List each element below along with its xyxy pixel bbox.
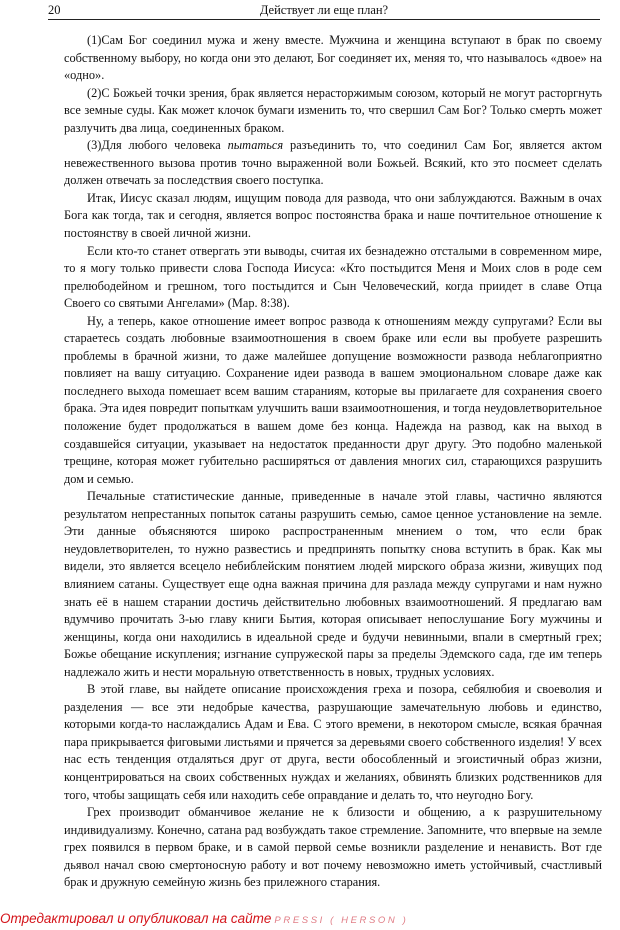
paragraph-2: (2)С Божьей точки зрения, брак является нерасторжимым союзом, который не могут расторгнуть все земные суды. Как может клочок бумаги изменить то, что свершил Сам Бог? Только смерть может разлучить два лица, соединенных браком. [64, 85, 602, 135]
publisher-credit [0, 910, 408, 928]
running-title: Действует ли еще план? [259, 3, 389, 17]
paragraph-6: Ну, а теперь, какое отношение имеет вопрос развода к отношениям между супругами? Если вы стараетесь создать любовные взаимоотношения в своем браке или если вы пробуете разрешить проблемы в брачной жизни, то даже малейшее допущение возможности развода неблагоприятно повлияет на вашу ситуацию. Сохранение идеи развода в вашем эмоциональном словаре даже как последнего выхода помешает всем вашим стараниям, которые вы прилагаете для сохранения своего брака. Эта идея повредит попыткам улучшить ваши взаимоотношения, и тогда неудовлетворительное положение будет продолжаться в вашем доме без конца. Надежда на развод, как на выход в создавшейся ситуации, указывает на недостаток преданности друг другу. Это подобно маленькой трещине, которая может губительно расширяться от давления многих сил, старающихся разрушить дом и семью. [64, 313, 602, 486]
paragraph-8: В этой главе, вы найдете описание происхождения греха и позора, себялюбия и своеволия и разделения — все эти недобрые качества, разрушающие замечательную любовь и единство, которыми когда-то наслаждались Адам и Ева. С этого времени, в некотором смысле, всякая брачная пара прикрывается фиговыми листьями и прячется за деревьями своего собственного изделия! У всех нас есть тенденция отдаляться друг от друга, вести обособленный и эгоистичный образ жизни, концентрироваться на своих собственных нуждах и желаниях, обвинять близких родственников для того, чтобы защищать себя или находить себе оправдание и делать то, что неугодно Богу. [64, 682, 602, 802]
paragraph-3 [64, 137, 602, 190]
header-divider [48, 19, 600, 20]
paragraph-3-lead: (3)Для любого человека [87, 138, 228, 153]
page-header [48, 2, 600, 18]
paragraph-1: (1)Сам Бог соединил мужа и жену вместе. Мужчина и женщина вступают в брак по своему собственному выбору, но когда они это делают, Бог соединяет их, меняя то, что называлось «двое» на «одно». [64, 33, 602, 83]
paragraph-3-emphasis: пытаться [227, 138, 284, 153]
chapter-body [64, 32, 602, 892]
paragraph-5: Если кто-то станет отвергать эти выводы, считая их безнадежно отсталыми в современном мире, то я могу только привести слова Господа Иисуса: «Кто постыдится Меня и Моих слов в роде сем прелюбодейном и грешном, того постыдится и Сын Человеческий, когда приидет в славе Отца Своего со святыми Ангелами» (Мар. 8:38). [64, 243, 602, 311]
paragraph-7: Печальные статистические данные, приведенные в начале этой главы, частично являются результатом непрестанных попыток сатаны разрушить семью, самое ценное установление на земле. Эти данные объясняются широко распространенным мнением о том, что если брак неудовлетворителен, то нужно развестись и предпринять попытку снова вступить в брак. Как мы видели, это является всецело небиблейским понятием людей мирского образа жизни, живущих под влиянием сатаны. Существует еще одна важная причина для разлада между супругами и нам нужно знать её в нашем старании достичь действительно любовных взаимоотношений. Я предлагаю вам вдумчиво прочитать 3-ью главу книги Бытия, которая описывает непослушание Богу мужчины и женщины, когда они находились в идеальной среде и будучи невинными, впали в смертный грех; Божье обещание искупления; изгнание супружеской пары за пределы Эдемского сада, где им теперь надлежало жить и нести моральную ответственность в новых, трудных условиях. [64, 489, 602, 679]
credit-text: Отредактировал и опубликовал на сайте [0, 911, 272, 926]
credit-site-name: PRESSI ( HERSON ) [274, 915, 409, 926]
paragraph-4: Итак, Иисус сказал людям, ищущим повода для развода, что они заблуждаются. Важным в очах Бога как тогда, так и сегодня, является вопрос постоянства брака и наше почтительное отношение к постоянству в своей личной жизни. [64, 190, 602, 241]
page-number: 20 [48, 3, 61, 17]
paragraph-3-rest: разъединить то, что соединил Сам Бог, является актом невежественного вызова против точно выраженной воли Божьей. Всякий, кто это посмеет сделать должен отвечать за последствия своего поступка. [64, 138, 602, 188]
paragraph-9: Грех производит обманчивое желание не к близости и общению, а к разрушительному индивидуализму. Конечно, сатана рад возбуждать такое стремление. Запомните, что впервые на земле грех появился в первом браке, и в самой первой семье возникли разделение и ненависть. Вот где дьявол начал свою смертоносную работу и вот почему невозможно иметь устойчивый, счастливый брак и дружную семейную жизнь без прилежного старания. [64, 805, 602, 890]
